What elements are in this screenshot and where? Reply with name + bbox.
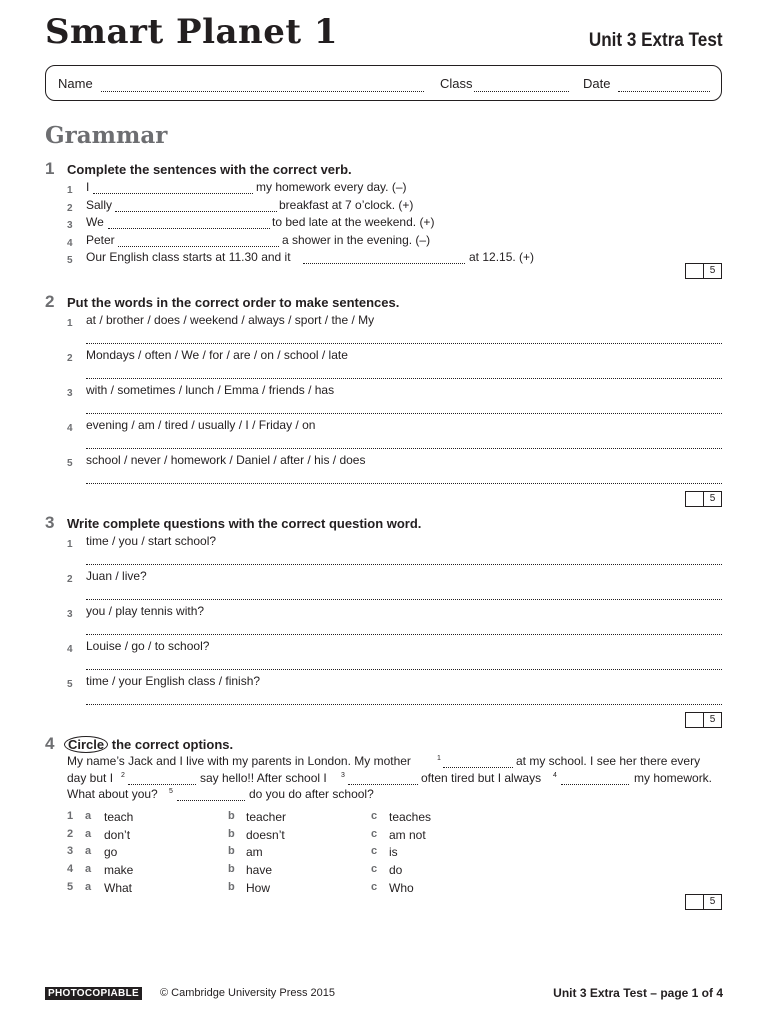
question-instruction: Circle the correct options.	[67, 737, 233, 752]
q3-item: 5 time / your English class / finish?	[67, 674, 261, 690]
gap-blank-1[interactable]	[443, 767, 513, 768]
photocopiable-badge: PHOTOCOPIABLE	[45, 987, 142, 1000]
question-instruction: Complete the sentences with the correct verb.	[67, 162, 352, 177]
option-letter-c: c	[371, 828, 378, 840]
score-box	[685, 894, 722, 910]
q1-item: 3 We to bed late at the weekend. (+)	[67, 215, 435, 231]
name-label: Name	[58, 76, 93, 91]
student-info-box	[45, 65, 722, 101]
option-c[interactable]: Who	[389, 881, 414, 895]
option-letter-a: a	[85, 845, 92, 857]
answer-blank[interactable]	[303, 263, 465, 264]
passage-text: My name’s Jack and I live with my parents in London. My mother	[67, 754, 411, 768]
score-entry[interactable]	[686, 895, 704, 909]
option-a[interactable]: don’t	[104, 828, 131, 842]
q2-item: 2 Mondays / often / We / for / are / on / school / late	[67, 348, 348, 364]
question-number: 2	[45, 292, 55, 311]
passage-text: day but I	[67, 771, 114, 785]
option-row-number: 1	[67, 810, 74, 822]
option-letter-a: a	[85, 828, 92, 840]
answer-blank[interactable]	[118, 246, 279, 247]
answer-line[interactable]	[86, 564, 722, 565]
option-b[interactable]: teacher	[246, 810, 287, 824]
answer-blank[interactable]	[108, 228, 270, 229]
option-c[interactable]: teaches	[389, 810, 432, 824]
section-title: Grammar	[45, 122, 168, 149]
option-a[interactable]: teach	[104, 810, 134, 824]
option-letter-b: b	[228, 881, 235, 893]
date-field[interactable]	[618, 91, 710, 92]
q2-item: 5 school / never / homework / Daniel / after / his / does	[67, 453, 366, 469]
q1-item: 5 Our English class starts at 11.30 and it at 12.15. (+)	[67, 250, 535, 266]
gap-blank-4[interactable]	[561, 784, 629, 785]
option-letter-c: c	[371, 881, 378, 893]
q3-item: 2 Juan / live?	[67, 569, 147, 585]
q3-item: 3 you / play tennis with?	[67, 604, 205, 620]
passage-text: at my school. I see her there every	[516, 754, 701, 768]
option-b[interactable]: How	[246, 881, 271, 895]
page-info: Unit 3 Extra Test – page 1 of 4	[553, 986, 723, 1000]
score-box	[685, 491, 722, 507]
option-letter-c: c	[371, 863, 378, 875]
q3-item: 4 Louise / go / to school?	[67, 639, 210, 655]
q1-item: 4 Peter a shower in the evening. (–)	[67, 233, 431, 249]
score-box	[685, 263, 722, 279]
gap-blank-2[interactable]	[128, 784, 196, 785]
score-total: 5	[709, 493, 716, 504]
score-entry[interactable]	[686, 264, 704, 278]
answer-line[interactable]	[86, 378, 722, 379]
score-box	[685, 712, 722, 728]
q2-item: 3 with / sometimes / lunch / Emma / friends / has	[67, 383, 335, 399]
q1-item: 1 I my homework every day. (–)	[67, 180, 407, 196]
gap-number: 4	[553, 772, 557, 779]
question-number: 3	[45, 513, 55, 532]
option-b[interactable]: am	[246, 845, 263, 859]
score-total: 5	[709, 714, 716, 725]
option-letter-b: b	[228, 828, 235, 840]
answer-line[interactable]	[86, 413, 722, 414]
option-row-number: 4	[67, 863, 74, 875]
answer-blank[interactable]	[93, 193, 253, 194]
passage-text: say hello!! After school I	[200, 771, 327, 785]
option-letter-b: b	[228, 863, 235, 875]
passage-text: often tired but I always	[421, 771, 542, 785]
question-number: 4	[45, 734, 55, 753]
q2-item: 1 at / brother / does / weekend / always / sport / the / My	[67, 313, 375, 329]
option-letter-a: a	[85, 881, 92, 893]
option-b[interactable]: doesn’t	[246, 828, 285, 842]
option-row-number: 5	[67, 881, 74, 893]
answer-line[interactable]	[86, 448, 722, 449]
score-total: 5	[709, 896, 716, 907]
copyright-text: © Cambridge University Press 2015	[160, 987, 336, 999]
answer-blank[interactable]	[115, 211, 277, 212]
question-instruction: Write complete questions with the correct question word.	[67, 516, 422, 531]
option-letter-b: b	[228, 810, 235, 822]
option-row-number: 3	[67, 845, 74, 857]
q2-item: 4 evening / am / tired / usually / I / Friday / on	[67, 418, 316, 434]
date-label: Date	[583, 76, 611, 91]
option-row-number: 2	[67, 828, 74, 840]
option-a[interactable]: go	[104, 845, 118, 859]
page-title: Smart Planet 1	[45, 12, 339, 52]
gap-blank-3[interactable]	[348, 784, 418, 785]
name-field[interactable]	[101, 91, 424, 92]
gap-number: 5	[169, 788, 173, 795]
score-entry[interactable]	[686, 713, 704, 727]
option-letter-c: c	[371, 810, 378, 822]
option-letter-b: b	[228, 845, 235, 857]
gap-number: 1	[437, 755, 441, 762]
passage-text: my homework.	[634, 771, 713, 785]
answer-line[interactable]	[86, 704, 722, 705]
passage-text: What about you?	[67, 787, 158, 801]
option-c[interactable]: is	[389, 845, 398, 859]
gap-blank-5[interactable]	[177, 800, 245, 801]
option-letter-a: a	[85, 863, 92, 875]
unit-label: Unit 3 Extra Test	[589, 30, 723, 51]
score-total: 5	[709, 265, 716, 276]
option-c[interactable]: do	[389, 863, 403, 877]
answer-line[interactable]	[86, 343, 722, 344]
question-instruction: Put the words in the correct order to make sentences.	[67, 295, 400, 310]
class-label: Class	[440, 76, 473, 91]
passage-text: do you do after school?	[249, 787, 374, 801]
option-b[interactable]: have	[246, 863, 273, 877]
option-letter-a: a	[85, 810, 92, 822]
score-entry[interactable]	[686, 492, 704, 506]
option-a[interactable]: What	[104, 881, 133, 895]
answer-line[interactable]	[86, 483, 722, 484]
option-c[interactable]: am not	[389, 828, 426, 842]
answer-line[interactable]	[86, 669, 722, 670]
answer-line[interactable]	[86, 599, 722, 600]
q3-item: 1 time / you / start school?	[67, 534, 217, 550]
q1-item: 2 Sally breakfast at 7 o’clock. (+)	[67, 198, 414, 214]
gap-number: 2	[121, 772, 125, 779]
option-letter-c: c	[371, 845, 378, 857]
option-a[interactable]: make	[104, 863, 134, 877]
gap-number: 3	[341, 772, 345, 779]
question-number: 1	[45, 159, 55, 178]
answer-line[interactable]	[86, 634, 722, 635]
circle-word: Circle	[64, 736, 108, 753]
class-field[interactable]	[474, 91, 569, 92]
